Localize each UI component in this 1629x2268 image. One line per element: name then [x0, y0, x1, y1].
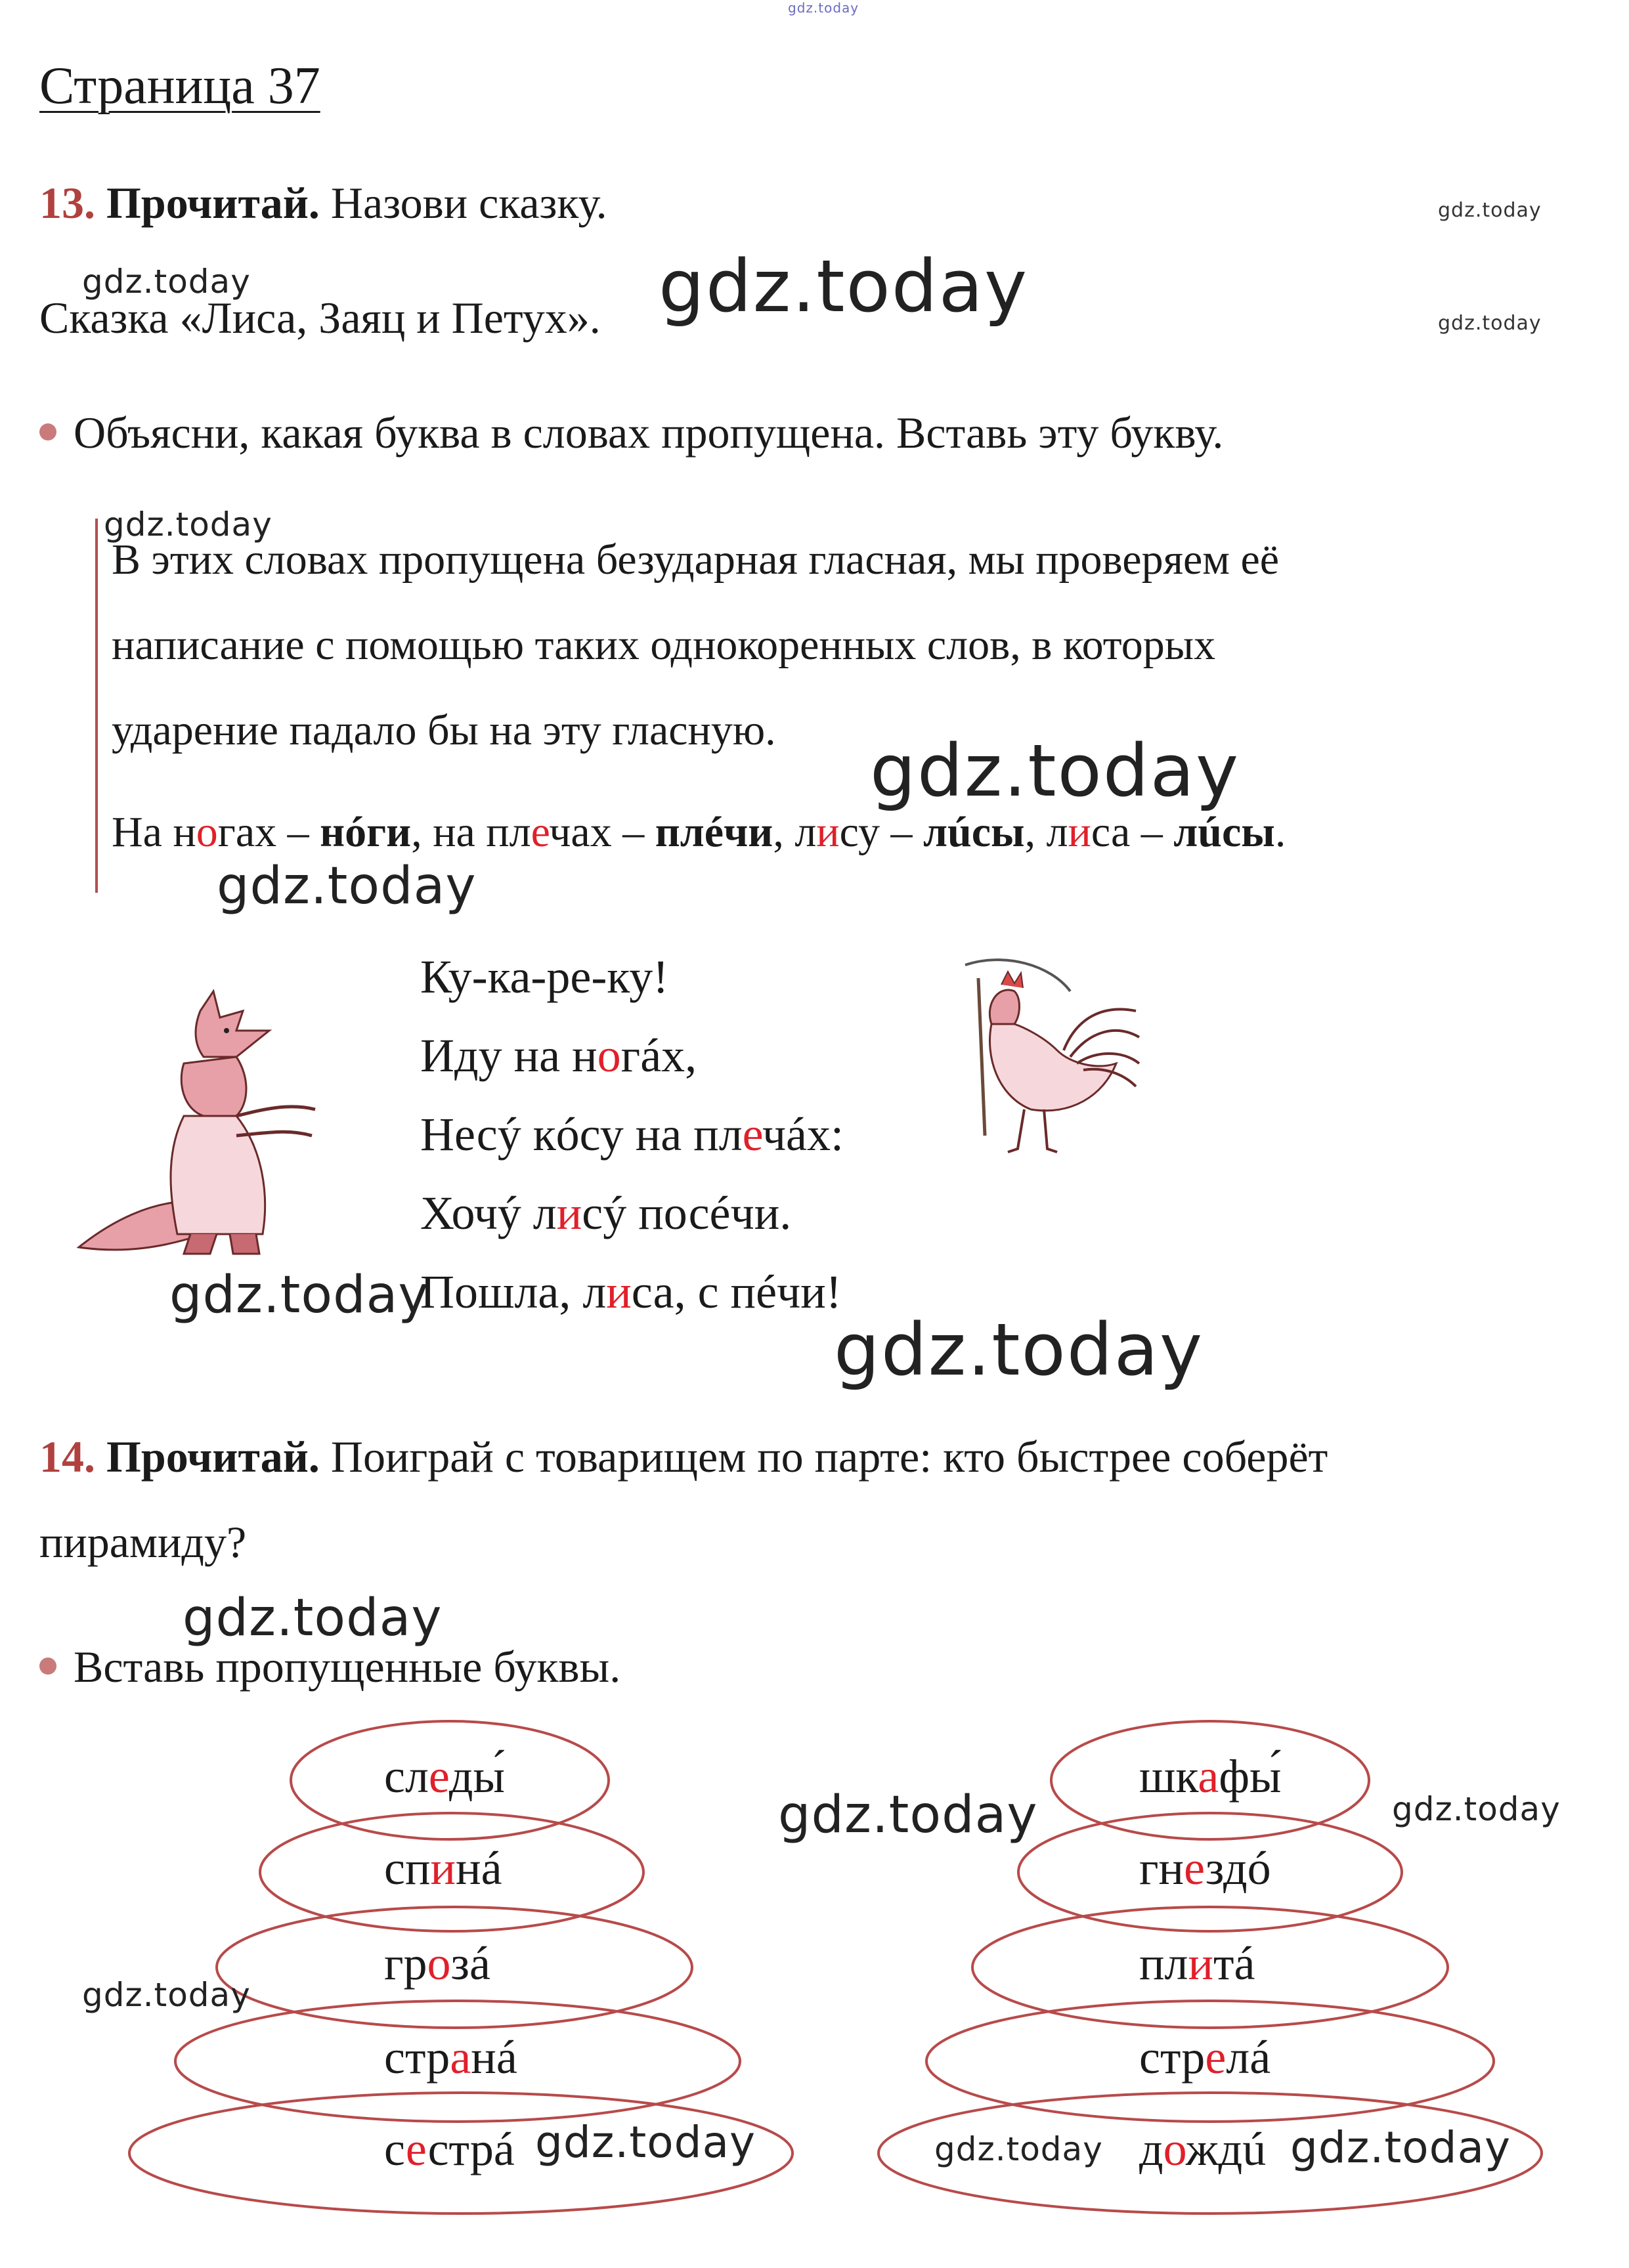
left-pyramid-word: [384, 1936, 490, 1991]
task14-text: Поиграй с товарищем по парте: кто быстрее соберёт: [319, 1432, 1328, 1482]
inserted-letter: а: [1198, 1750, 1219, 1803]
inserted-letter: е: [405, 2123, 428, 2175]
task14-bullet-text: Вставь пропущенные буквы.: [74, 1642, 621, 1692]
task14-bold: Прочитай.: [106, 1432, 320, 1482]
page-title: Страница 37: [39, 57, 320, 115]
text-segment: сп: [384, 1842, 431, 1894]
check-word: лúсы: [1173, 808, 1275, 856]
text-segment: стр: [1139, 2031, 1205, 2084]
watermark: gdz.today: [217, 857, 477, 916]
text-segment: сл: [384, 1750, 429, 1803]
watermark: gdz.today: [1290, 2122, 1511, 2173]
text-segment: д: [1139, 2123, 1163, 2175]
inserted-letter: и: [1068, 808, 1091, 856]
inserted-letter: е: [428, 1750, 449, 1803]
task13-text: Назови сказку.: [319, 178, 607, 228]
text-segment: Несý кóсу на пл: [420, 1108, 743, 1161]
text-segment: чах –: [549, 808, 655, 856]
text-segment: са –: [1091, 808, 1174, 856]
task13-bullet-text: Объясни, какая буква в словах пропущена. Вставь эту букву.: [74, 408, 1224, 458]
inserted-letter: е: [1205, 2031, 1227, 2084]
text-segment: , на пл: [411, 808, 531, 856]
watermark: gdz.today: [82, 263, 251, 301]
text-segment: са, с пéчи!: [631, 1266, 842, 1318]
text-segment: су –: [839, 808, 924, 856]
watermark: gdz.today: [778, 1786, 1038, 1845]
text-segment: лá: [1226, 2031, 1271, 2084]
left-pyramid-word: [384, 1749, 505, 1804]
watermark: gdz.today: [169, 1266, 429, 1325]
text-segment: здó: [1205, 1842, 1271, 1894]
task13-bold: Прочитай.: [106, 178, 320, 228]
task13-answer: Сказка «Лиса, Заяц и Петух».: [39, 293, 601, 343]
check-word: плéчи: [655, 808, 773, 856]
inserted-letter: а: [450, 2031, 471, 2084]
left-pyramid-word: [384, 1841, 502, 1896]
text-segment: гах –: [217, 808, 320, 856]
text-segment: Ку-ка-ре-ку!: [420, 951, 669, 1003]
inserted-letter: и: [556, 1187, 582, 1239]
text-segment: пл: [1139, 1937, 1188, 1990]
text-segment: .: [1274, 808, 1286, 856]
top-watermark: gdz.today: [788, 0, 859, 16]
inserted-letter: и: [1188, 1937, 1213, 1990]
inserted-letter: е: [742, 1108, 762, 1161]
text-segment: стр: [384, 2031, 450, 2084]
right-pyramid-word: [1139, 1841, 1271, 1896]
text-segment: На н: [112, 808, 196, 856]
text-segment: нá: [471, 2031, 517, 2084]
watermark: gdz.today: [870, 729, 1240, 813]
left-pyramid-word: [384, 2030, 517, 2085]
watermark: gdz.today: [834, 1308, 1204, 1392]
text-segment: с: [384, 2123, 406, 2175]
watermark: gdz.today: [183, 1589, 443, 1648]
task14-text-line2: пирамиду?: [39, 1517, 247, 1567]
text-segment: стрá: [427, 2123, 515, 2175]
text-segment: шк: [1139, 1750, 1198, 1803]
text-segment: гр: [384, 1937, 427, 1990]
text-segment: фы́: [1219, 1750, 1282, 1803]
text-segment: гáх,: [620, 1029, 697, 1082]
right-pyramid-word: [1139, 1936, 1255, 1991]
watermark: gdz.today: [1392, 1790, 1561, 1828]
check-word: лúсы: [923, 808, 1025, 856]
text-segment: ждú: [1185, 2123, 1267, 2175]
inserted-letter: и: [430, 1842, 456, 1894]
inserted-letter: и: [606, 1266, 632, 1318]
inserted-letter: о: [1163, 2123, 1186, 2175]
text-segment: , л: [1024, 808, 1068, 856]
text-segment: сý посéчи.: [582, 1187, 792, 1239]
inserted-letter: о: [196, 808, 218, 856]
text-segment: ды́: [448, 1750, 505, 1803]
inserted-letter: о: [597, 1029, 621, 1082]
watermark: gdz.today: [535, 2117, 756, 2168]
watermark: gdz.today: [934, 2130, 1103, 2168]
right-pyramid-word: [1139, 2122, 1266, 2177]
task14-number: 14.: [39, 1432, 95, 1482]
text-segment: чáх:: [762, 1108, 844, 1161]
text-segment: тá: [1213, 1937, 1255, 1990]
watermark: gdz.today: [659, 244, 1029, 328]
watermark: gdz.today: [82, 1976, 251, 2014]
explain-line-1: В этих словах пропущена безударная гласная, мы проверяем её: [112, 536, 1280, 584]
task13-number: 13.: [39, 178, 95, 228]
inserted-letter: о: [427, 1937, 451, 1990]
watermark: gdz.today: [1438, 199, 1542, 222]
text-segment: нá: [456, 1842, 502, 1894]
text-segment: гн: [1139, 1842, 1184, 1894]
inserted-letter: и: [816, 808, 840, 856]
text-segment: зá: [450, 1937, 490, 1990]
watermark: gdz.today: [104, 505, 272, 544]
check-word: нóги: [320, 808, 412, 856]
explain-line-3: ударение падало бы на эту гласную.: [112, 706, 776, 754]
text-segment: Пошла, л: [420, 1266, 607, 1318]
left-pyramid-word: [384, 2122, 515, 2177]
text-segment: Хочý л: [420, 1187, 557, 1239]
right-pyramid-word: [1139, 2030, 1271, 2085]
watermark: gdz.today: [1438, 312, 1542, 335]
text-segment: Иду на н: [420, 1029, 597, 1082]
text-segment: , л: [773, 808, 817, 856]
explain-line-2: написание с помощью таких однокоренных слов, в которых: [112, 621, 1216, 669]
right-pyramid-word: [1139, 1749, 1281, 1804]
inserted-letter: е: [1184, 1842, 1205, 1894]
inserted-letter: е: [531, 808, 550, 856]
